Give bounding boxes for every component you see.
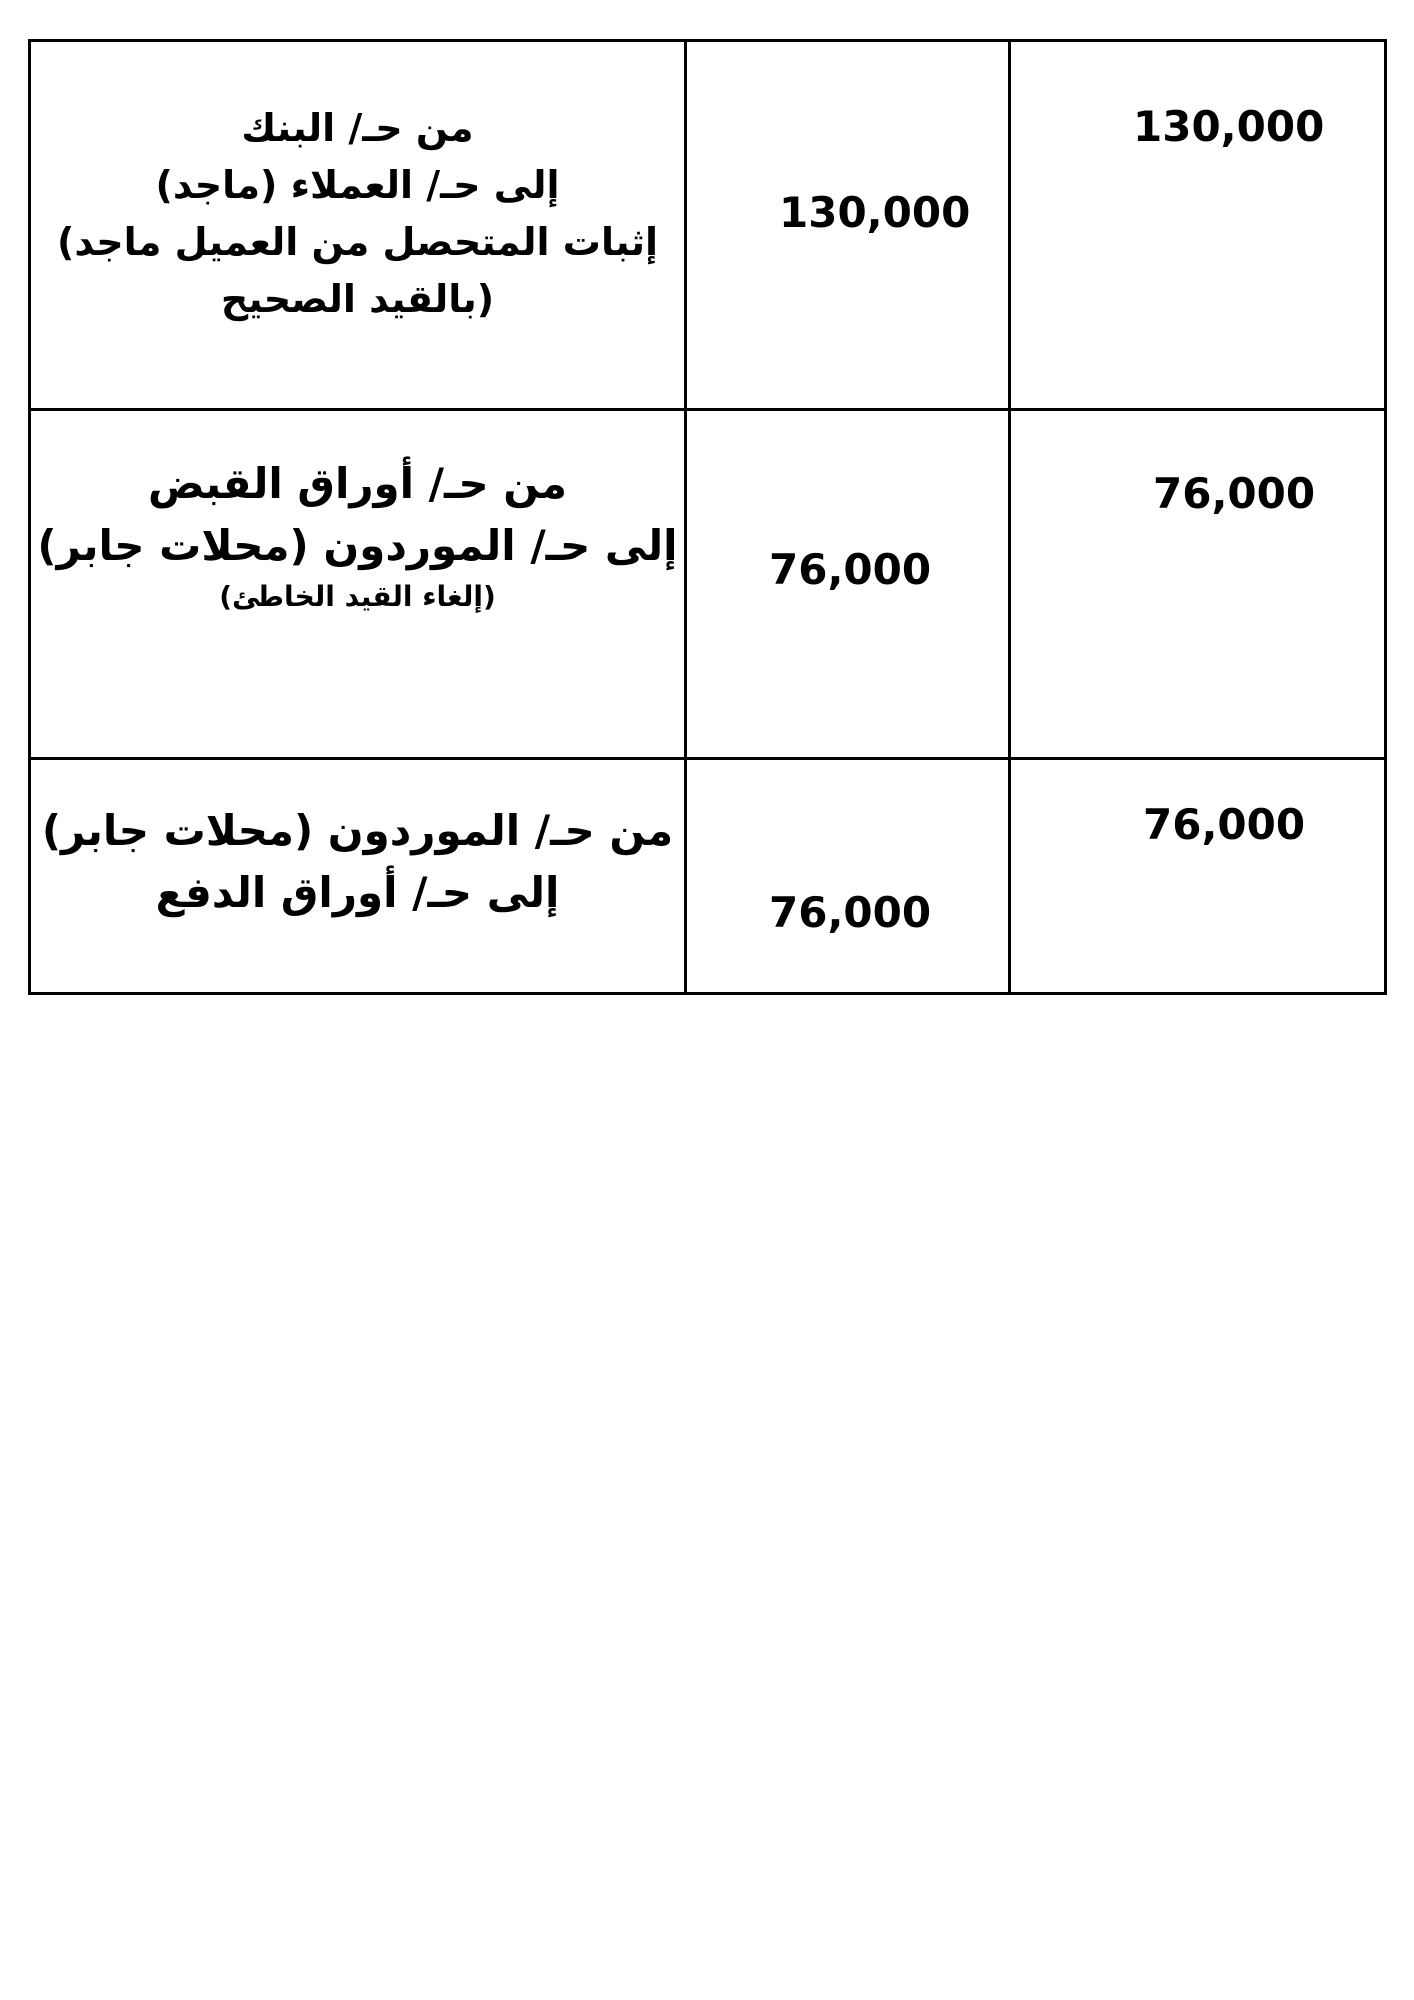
explanation-line: (بالقيد الصحيح bbox=[220, 277, 495, 321]
credit-amount-cell bbox=[686, 41, 1010, 410]
table-row bbox=[30, 41, 1386, 410]
journal-entries-table bbox=[28, 39, 1387, 995]
debit-amount-cell bbox=[1010, 759, 1386, 994]
credit-amount-cell bbox=[686, 759, 1010, 994]
credit-account-line: إلى حـ/ أوراق الدفع bbox=[155, 868, 560, 918]
description-cell bbox=[30, 41, 686, 410]
credit-amount: 76,000 bbox=[769, 888, 932, 938]
entry-description bbox=[31, 100, 684, 328]
debit-amount: 76,000 bbox=[1153, 469, 1316, 519]
debit-amount-cell bbox=[1010, 410, 1386, 759]
description-cell bbox=[30, 410, 686, 759]
entry-description bbox=[31, 453, 684, 617]
credit-amount: 130,000 bbox=[779, 188, 971, 237]
credit-account-line: إلى حـ/ الموردون (محلات جابر) bbox=[37, 521, 678, 571]
debit-amount: 76,000 bbox=[1143, 800, 1306, 850]
entry-description bbox=[31, 800, 684, 924]
debit-amount: 130,000 bbox=[1133, 102, 1325, 151]
credit-account-line: إلى حـ/ العملاء (ماجد) bbox=[155, 163, 560, 207]
debit-amount-cell bbox=[1010, 41, 1386, 410]
debit-account-line: من حـ/ الموردون (محلات جابر) bbox=[41, 806, 674, 856]
description-cell bbox=[30, 759, 686, 994]
credit-amount: 76,000 bbox=[769, 545, 932, 595]
table-row bbox=[30, 759, 1386, 994]
explanation-line: (إلغاء القيد الخاطئ) bbox=[219, 580, 496, 614]
table-row bbox=[30, 410, 1386, 759]
debit-account-line: من حـ/ أوراق القبض bbox=[147, 459, 568, 509]
debit-account-line: من حـ/ البنك bbox=[241, 106, 474, 150]
credit-amount-cell bbox=[686, 410, 1010, 759]
explanation-line: إثبات المتحصل من العميل ماجد) bbox=[56, 220, 659, 264]
